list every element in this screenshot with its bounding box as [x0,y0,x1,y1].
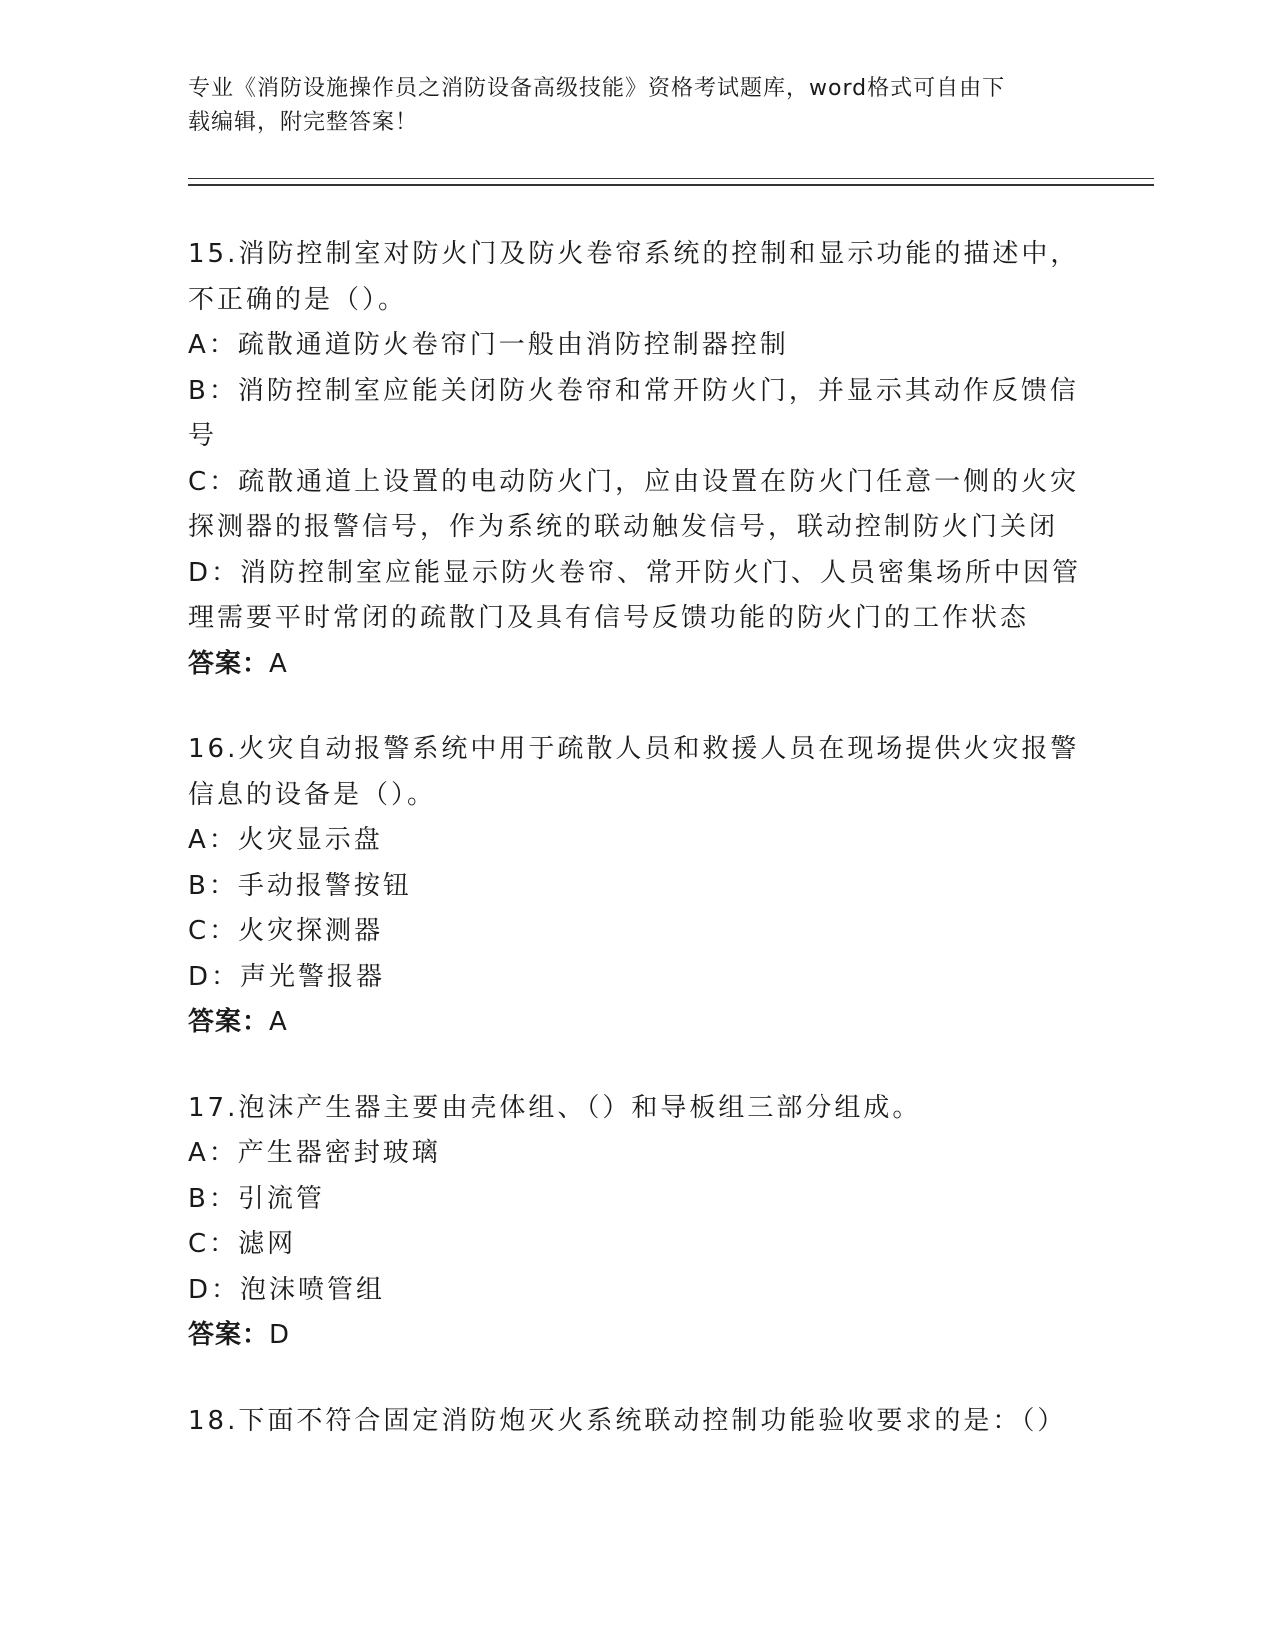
option-c: C：疏散通道上设置的电动防火门，应由设置在防火门任意一侧的火灾 [188,466,1080,497]
answer-line [188,1313,1088,1359]
question-15 [188,232,1088,687]
question-18 [188,1399,1088,1445]
option-b: B：消防控制室应能关闭防火卷帘和常开防火门，并显示其动作反馈信 [188,375,1079,406]
answer-value: D [269,1320,291,1350]
question-stem: 15.消防控制室对防火门及防火卷帘系统的控制和显示功能的描述中， [188,239,1080,269]
answer-label: 答案： [188,648,270,679]
option-a: A：疏散通道防火卷帘门一般由消防控制器控制 [188,330,789,360]
question-17 [188,1086,1088,1359]
document-header [188,72,1088,140]
question-stem: 信息的设备是（）。 [188,779,437,810]
answer-label: 答案： [188,1320,270,1350]
option-a: A：产生器密封玻璃 [188,1138,441,1168]
option-b-continued: 号 [188,421,218,451]
answer-value: A [269,648,288,679]
option-b: B：手动报警按钮 [188,870,412,901]
question-stem: 16.火灾自动报警系统中用于疏散人员和救援人员在现场提供火灾报警 [188,734,1080,764]
answer-line [188,642,1088,688]
header-divider [188,178,1154,186]
option-a: A：火灾显示盘 [188,825,383,855]
question-stem: 18.下面不符合固定消防炮灭火系统联动控制功能验收要求的是：（） [188,1405,1067,1436]
question-16 [188,727,1088,1046]
option-d: D：声光警报器 [188,961,386,992]
answer-line [188,1000,1088,1046]
header-line-2: 载编辑，附完整答案！ [188,110,419,135]
option-b: B：引流管 [188,1183,325,1214]
option-c-continued: 探测器的报警信号，作为系统的联动触发信号，联动控制防火门关闭 [188,512,1059,542]
answer-value: A [269,1007,288,1037]
answer-label: 答案： [188,1007,270,1037]
question-stem: 17.泡沫产生器主要由壳体组、（）和导板组三部分组成。 [188,1092,922,1123]
option-d-continued: 理需要平时常闭的疏散门及具有信号反馈功能的防火门的工作状态 [188,603,1030,633]
question-stem: 不正确的是（）。 [188,284,408,315]
option-d: D：消防控制室应能显示防火卷帘、常开防火门、人员密集场所中因管 [188,557,1082,588]
header-line-1: 专业《消防设施操作员之消防设备高级技能》资格考试题库，word格式可自由下 [188,76,1006,101]
option-d: D：泡沫喷管组 [188,1274,386,1305]
option-c: C：火灾探测器 [188,916,384,946]
option-c: C：滤网 [188,1229,297,1259]
question-list [188,232,1088,1484]
